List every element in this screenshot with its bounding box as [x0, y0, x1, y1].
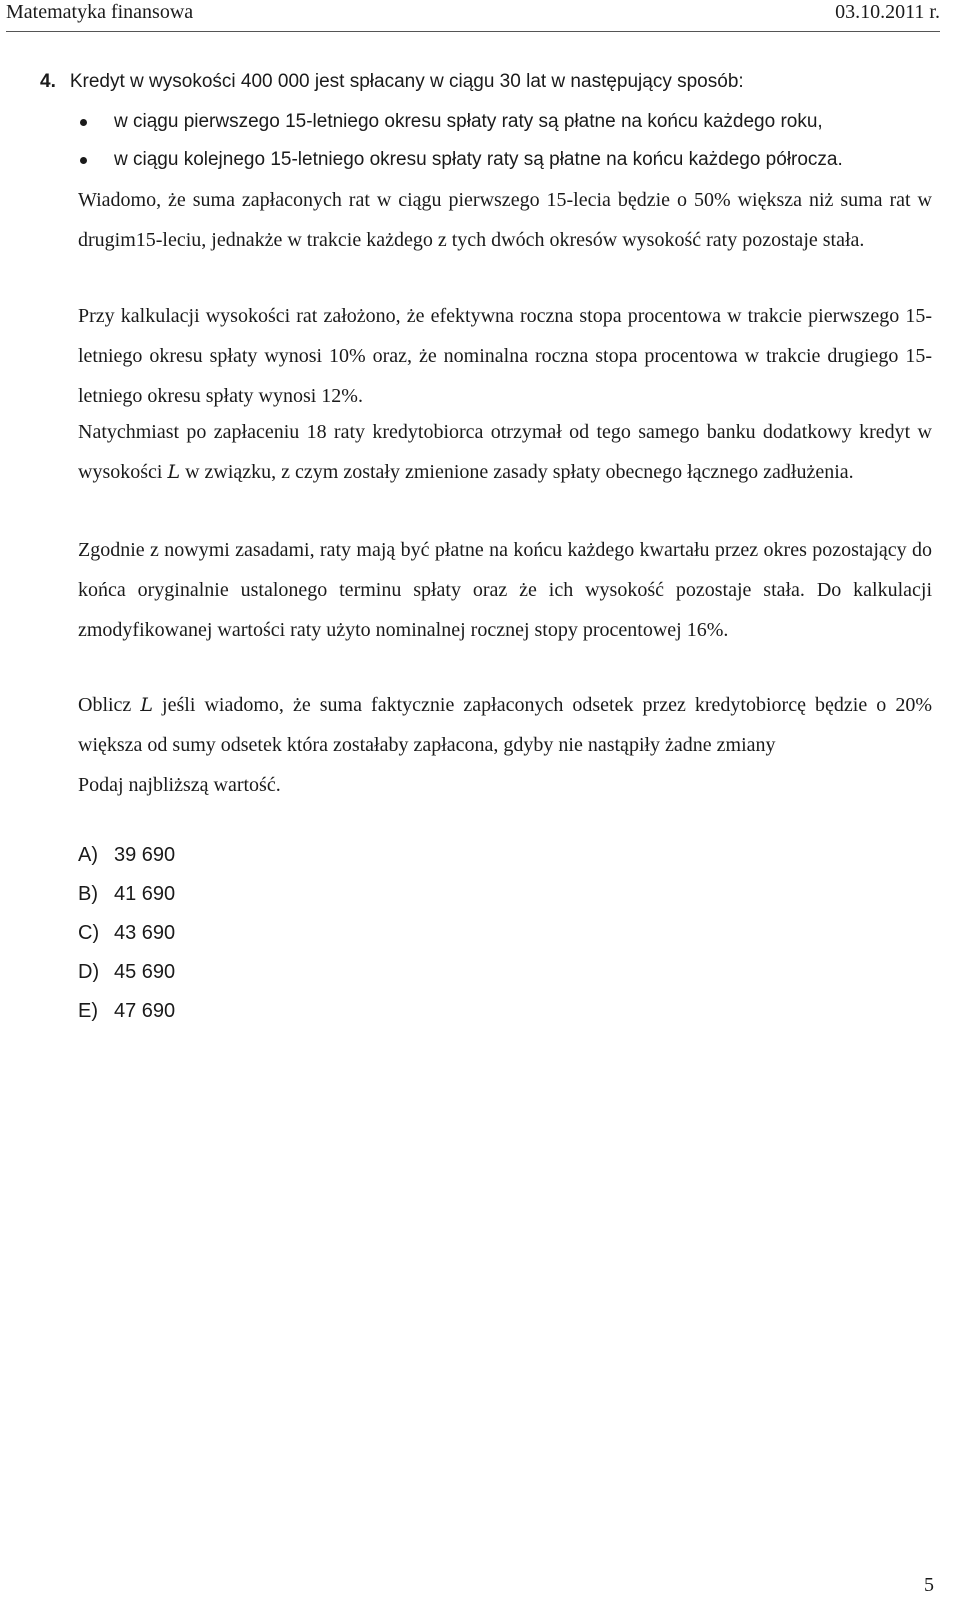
payment-schedule-list: [80, 110, 843, 186]
answer-options: [78, 843, 175, 1038]
question-intro: [40, 70, 744, 94]
header-date: 03.10.2011 r.: [835, 1, 940, 23]
bullet-icon: [80, 157, 87, 164]
bullet-icon: [80, 119, 87, 126]
paragraph-rates: Przy kalkulacji wysokości rat założono, że efektywna roczna stopa procentowa w trakcie pierwszego 15-letniego okresu spłaty wynosi 10% oraz, że nominalna roczna stopa procentowa w trakcie drugiego 15-letniego okresu spłaty wynosi 12%.: [78, 305, 932, 407]
answer-option: D) 45 690: [78, 961, 176, 983]
paragraph-task: Oblicz L jeśli wiadomo, że suma faktycznie zapłaconych odsetek przez kredytobiorcę będzie o 20% większa od sumy odsetek która zostałaby zapłacona, gdyby nie nastąpiły żadne zmiany Podaj najbliższą wartość.: [78, 694, 932, 796]
paragraph-new-rules: Zgodnie z nowymi zasadami, raty mają być płatne na końcu każdego kwartału przez okres pozostający do końca oryginalnie ustalonego terminu spłaty oraz że ich wysokość pozostaje stała. Do kalkulacji zmodyfikowanej wartości raty użyto nominalnej rocznej stopy procentowej 16%.: [78, 539, 932, 641]
variable-L: L: [167, 461, 181, 483]
header-title: Matematyka finansowa: [6, 1, 194, 23]
header-divider: [6, 31, 940, 32]
paragraph-condition: Wiadomo, że suma zapłaconych rat w ciągu pierwszego 15-lecia będzie o 50% większa niż suma rat w drugim15-leciu, jednakże w trakcie każdego z tych dwóch okresów wysokość raty pozostaje stała.: [78, 189, 932, 251]
page-number: 5: [924, 1574, 934, 1596]
answer-option: C) 43 690: [78, 922, 176, 944]
list-item: w ciągu pierwszego 15-letniego okresu spłaty raty są płatne na końcu każdego roku,: [80, 110, 843, 148]
task-instruction: Podaj najbliższą wartość.: [78, 774, 281, 796]
question-number: 4.: [40, 71, 56, 92]
answer-option: E) 47 690: [78, 1000, 176, 1022]
answer-option: B) 41 690: [78, 883, 176, 905]
list-item: w ciągu kolejnego 15-letniego okresu spłaty raty są płatne na końcu każdego półrocza.: [80, 148, 843, 186]
page-header: [6, 0, 940, 28]
question-intro-text: Kredyt w wysokości 400 000 jest spłacany w ciągu 30 lat w następujący sposób:: [69, 71, 744, 92]
variable-L: L: [140, 694, 153, 716]
answer-option: A) 39 690: [78, 844, 176, 866]
paragraph-additional-loan: Natychmiast po zapłaceniu 18 raty kredytobiorca otrzymał od tego samego banku dodatkowy kredyt w wysokości L w związku, z czym zostały zmienione zasady spłaty obecnego łącznego zadłużenia.: [78, 421, 932, 483]
